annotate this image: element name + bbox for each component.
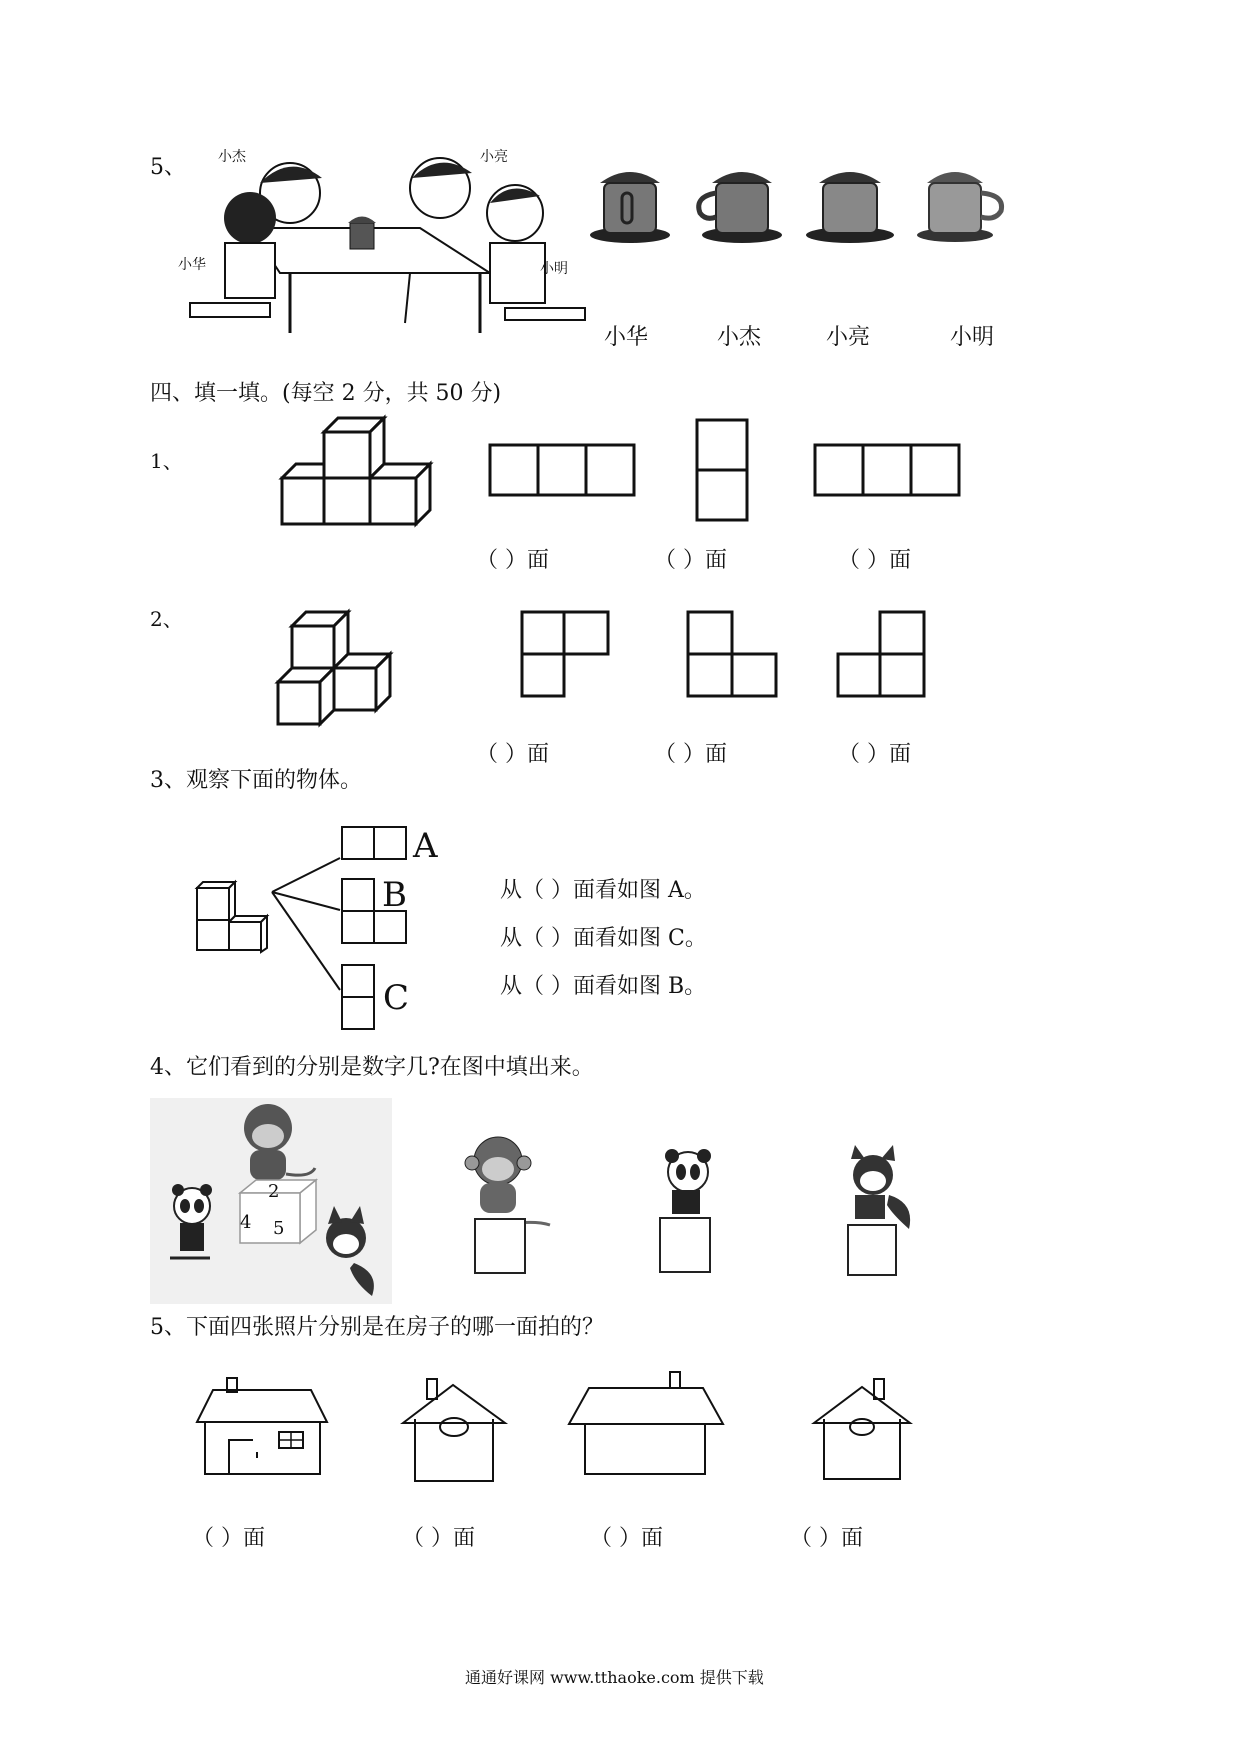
cup-view-1 <box>590 165 670 245</box>
q5-blank-1[interactable]: （ ）面 <box>192 1526 265 1551</box>
q1-blank-2[interactable]: （ ）面 <box>654 548 727 573</box>
q3-label-b: B <box>382 875 407 915</box>
house-view-2 <box>401 1379 511 1484</box>
q1-number: 1、 <box>150 449 183 473</box>
q2-blank-3[interactable]: （ ）面 <box>838 742 911 767</box>
cup-label-1: 小华 <box>604 325 649 350</box>
q1-blank-3[interactable]: （ ）面 <box>838 548 911 573</box>
q3-view-c <box>340 963 378 1031</box>
q5-blank-4[interactable]: （ ）面 <box>790 1526 863 1551</box>
q2-blank-1[interactable]: （ ）面 <box>476 742 549 767</box>
q2-cube-stack <box>278 612 393 727</box>
q3-line-2[interactable]: 从（ ）面看如图 C。 <box>500 926 707 951</box>
q1-view-2 <box>695 418 750 523</box>
q5-title: 5、下面四张照片分别是在房子的哪一面拍的？ <box>150 1315 604 1340</box>
house-view-3 <box>567 1372 727 1478</box>
q5-blank-3[interactable]: （ ）面 <box>590 1526 663 1551</box>
q2-number: 2、 <box>150 607 183 631</box>
q3-label-c: C <box>383 978 410 1018</box>
kids-table-illustration <box>190 148 590 338</box>
q2-blank-2[interactable]: （ ）面 <box>654 742 727 767</box>
section4-heading: 四、填一填。(每空 2 分，共 50 分) <box>150 381 502 406</box>
q3-line-3[interactable]: 从（ ）面看如图 B。 <box>500 974 707 999</box>
q4-cube-number-front: 5 <box>273 1218 285 1239</box>
cup-view-3 <box>805 165 895 245</box>
q1-view-3 <box>813 443 963 498</box>
q1-blank-1[interactable]: （ ）面 <box>476 548 549 573</box>
q3-object <box>193 880 278 952</box>
cup-label-3: 小亮 <box>826 325 871 350</box>
q3-label-a: A <box>413 826 438 866</box>
house-view-1 <box>195 1378 330 1478</box>
q4-title: 4、它们看到的分别是数字几?在图中填出来。 <box>150 1055 594 1080</box>
scene-label-xiaoliang: 小亮 <box>480 149 508 165</box>
scene-label-xiaoming: 小明 <box>540 261 568 277</box>
q3-line-1[interactable]: 从（ ）面看如图 A。 <box>500 878 706 903</box>
q2-view-1 <box>520 610 612 700</box>
q3-pointer-lines <box>270 850 345 1000</box>
q5-blank-2[interactable]: （ ）面 <box>402 1526 475 1551</box>
q2-view-3 <box>836 610 928 700</box>
cup-view-4 <box>915 165 1015 245</box>
q4-monkey-with-box <box>458 1133 553 1278</box>
house-view-4 <box>812 1379 917 1481</box>
q5-top-number: 5、 <box>150 155 186 180</box>
cup-label-2: 小杰 <box>717 325 762 350</box>
q2-view-2 <box>686 610 781 700</box>
q1-cube-stack <box>282 418 437 528</box>
scene-label-xiaohua: 小华 <box>178 257 206 273</box>
q3-title: 3、观察下面的物体。 <box>150 768 362 793</box>
cup-view-2 <box>692 165 782 245</box>
q4-panda-with-box <box>648 1146 728 1276</box>
q1-view-1 <box>488 443 638 498</box>
q3-view-a <box>340 825 410 861</box>
page-footer: 通通好课网 www.tthaoke.com 提供下载 <box>465 1668 764 1687</box>
cup-label-4: 小明 <box>950 325 995 350</box>
q4-cube-number-top: 2 <box>268 1181 280 1202</box>
q4-fox-with-box <box>833 1145 918 1280</box>
scene-label-xiaojie: 小杰 <box>218 149 246 165</box>
q4-cube-number-left: 4 <box>240 1212 252 1233</box>
